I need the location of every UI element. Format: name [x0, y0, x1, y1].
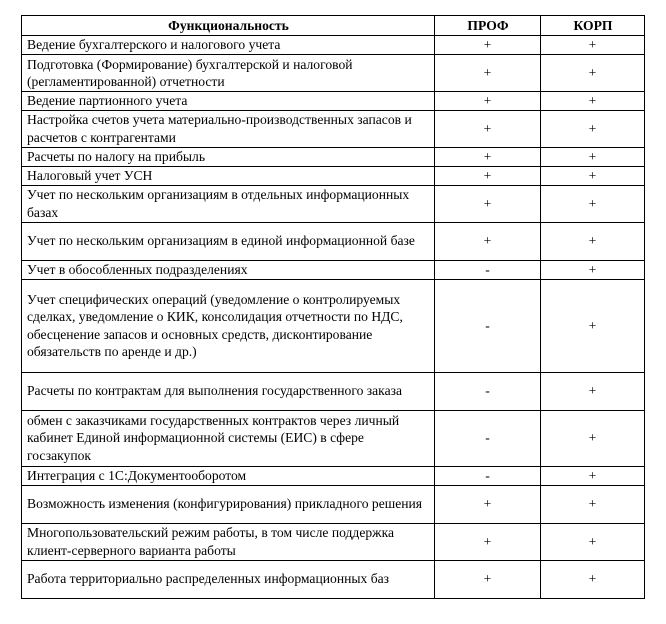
- prof-value-cell: -: [435, 372, 541, 410]
- korp-value-cell: +: [541, 166, 645, 185]
- korp-value-cell: +: [541, 410, 645, 466]
- korp-value-cell: +: [541, 222, 645, 260]
- table-row: [22, 166, 645, 185]
- korp-value-cell: +: [541, 185, 645, 222]
- feature-cell: Настройка счетов учета материально-производственных запасов и расчетов с контрагентами: [22, 110, 435, 147]
- table-row: [22, 185, 645, 222]
- feature-cell: Интеграция с 1С:Документооборотом: [22, 466, 435, 485]
- prof-value-cell: +: [435, 36, 541, 55]
- prof-value-cell: +: [435, 560, 541, 598]
- table-row: [22, 372, 645, 410]
- table-row: [22, 466, 645, 485]
- table-row: [22, 279, 645, 372]
- prof-value-cell: +: [435, 55, 541, 92]
- korp-value-cell: +: [541, 147, 645, 166]
- header-prof: ПРОФ: [435, 16, 541, 36]
- prof-value-cell: +: [435, 222, 541, 260]
- table-row: [22, 110, 645, 147]
- feature-cell: Возможность изменения (конфигурирования) прикладного решения: [22, 485, 435, 523]
- table-row: [22, 55, 645, 92]
- korp-value-cell: +: [541, 523, 645, 560]
- table-row: [22, 92, 645, 111]
- korp-value-cell: +: [541, 55, 645, 92]
- feature-cell: Многопользовательский режим работы, в том числе поддержка клиент-серверного варианта работы: [22, 523, 435, 560]
- feature-cell: Ведение партионного учета: [22, 92, 435, 111]
- korp-value-cell: +: [541, 466, 645, 485]
- table-row: [22, 523, 645, 560]
- prof-value-cell: +: [435, 110, 541, 147]
- header-korp: КОРП: [541, 16, 645, 36]
- feature-cell: обмен с заказчиками государственных контрактов через личный кабинет Единой информационной системы (ЕИС) в сфере госзакупок: [22, 410, 435, 466]
- feature-cell: Расчеты по налогу на прибыль: [22, 147, 435, 166]
- korp-value-cell: +: [541, 560, 645, 598]
- feature-cell: Учет по нескольким организациям в единой информационной базе: [22, 222, 435, 260]
- feature-cell: Учет по нескольким организациям в отдельных информационных базах: [22, 185, 435, 222]
- table-row: [22, 560, 645, 598]
- korp-value-cell: +: [541, 36, 645, 55]
- prof-value-cell: +: [435, 185, 541, 222]
- feature-cell: Подготовка (Формирование) бухгалтерской и налоговой (регламентированной) отчетности: [22, 55, 435, 92]
- prof-value-cell: +: [435, 166, 541, 185]
- prof-value-cell: +: [435, 523, 541, 560]
- feature-comparison-table: [21, 15, 645, 599]
- korp-value-cell: +: [541, 485, 645, 523]
- korp-value-cell: +: [541, 110, 645, 147]
- korp-value-cell: +: [541, 92, 645, 111]
- prof-value-cell: -: [435, 279, 541, 372]
- header-row: [22, 16, 645, 36]
- feature-cell: Учет специфических операций (уведомление о контролируемых сделках, уведомление о КИК, консолидация отчетности по НДС, обесценение запасов и основных средств, дисконтирование обязательств по аренде и др.): [22, 279, 435, 372]
- table-row: [22, 147, 645, 166]
- feature-cell: Учет в обособленных подразделениях: [22, 260, 435, 279]
- korp-value-cell: +: [541, 372, 645, 410]
- table-body: [22, 36, 645, 599]
- feature-cell: Расчеты по контрактам для выполнения государственного заказа: [22, 372, 435, 410]
- prof-value-cell: +: [435, 92, 541, 111]
- feature-cell: Ведение бухгалтерского и налогового учета: [22, 36, 435, 55]
- prof-value-cell: -: [435, 260, 541, 279]
- table-row: [22, 222, 645, 260]
- prof-value-cell: -: [435, 410, 541, 466]
- feature-cell: Налоговый учет УСН: [22, 166, 435, 185]
- prof-value-cell: -: [435, 466, 541, 485]
- table-row: [22, 36, 645, 55]
- header-functionality: Функциональность: [22, 16, 435, 36]
- table-row: [22, 260, 645, 279]
- korp-value-cell: +: [541, 279, 645, 372]
- korp-value-cell: +: [541, 260, 645, 279]
- table-row: [22, 485, 645, 523]
- prof-value-cell: +: [435, 485, 541, 523]
- prof-value-cell: +: [435, 147, 541, 166]
- feature-cell: Работа территориально распределенных информационных баз: [22, 560, 435, 598]
- table-row: [22, 410, 645, 466]
